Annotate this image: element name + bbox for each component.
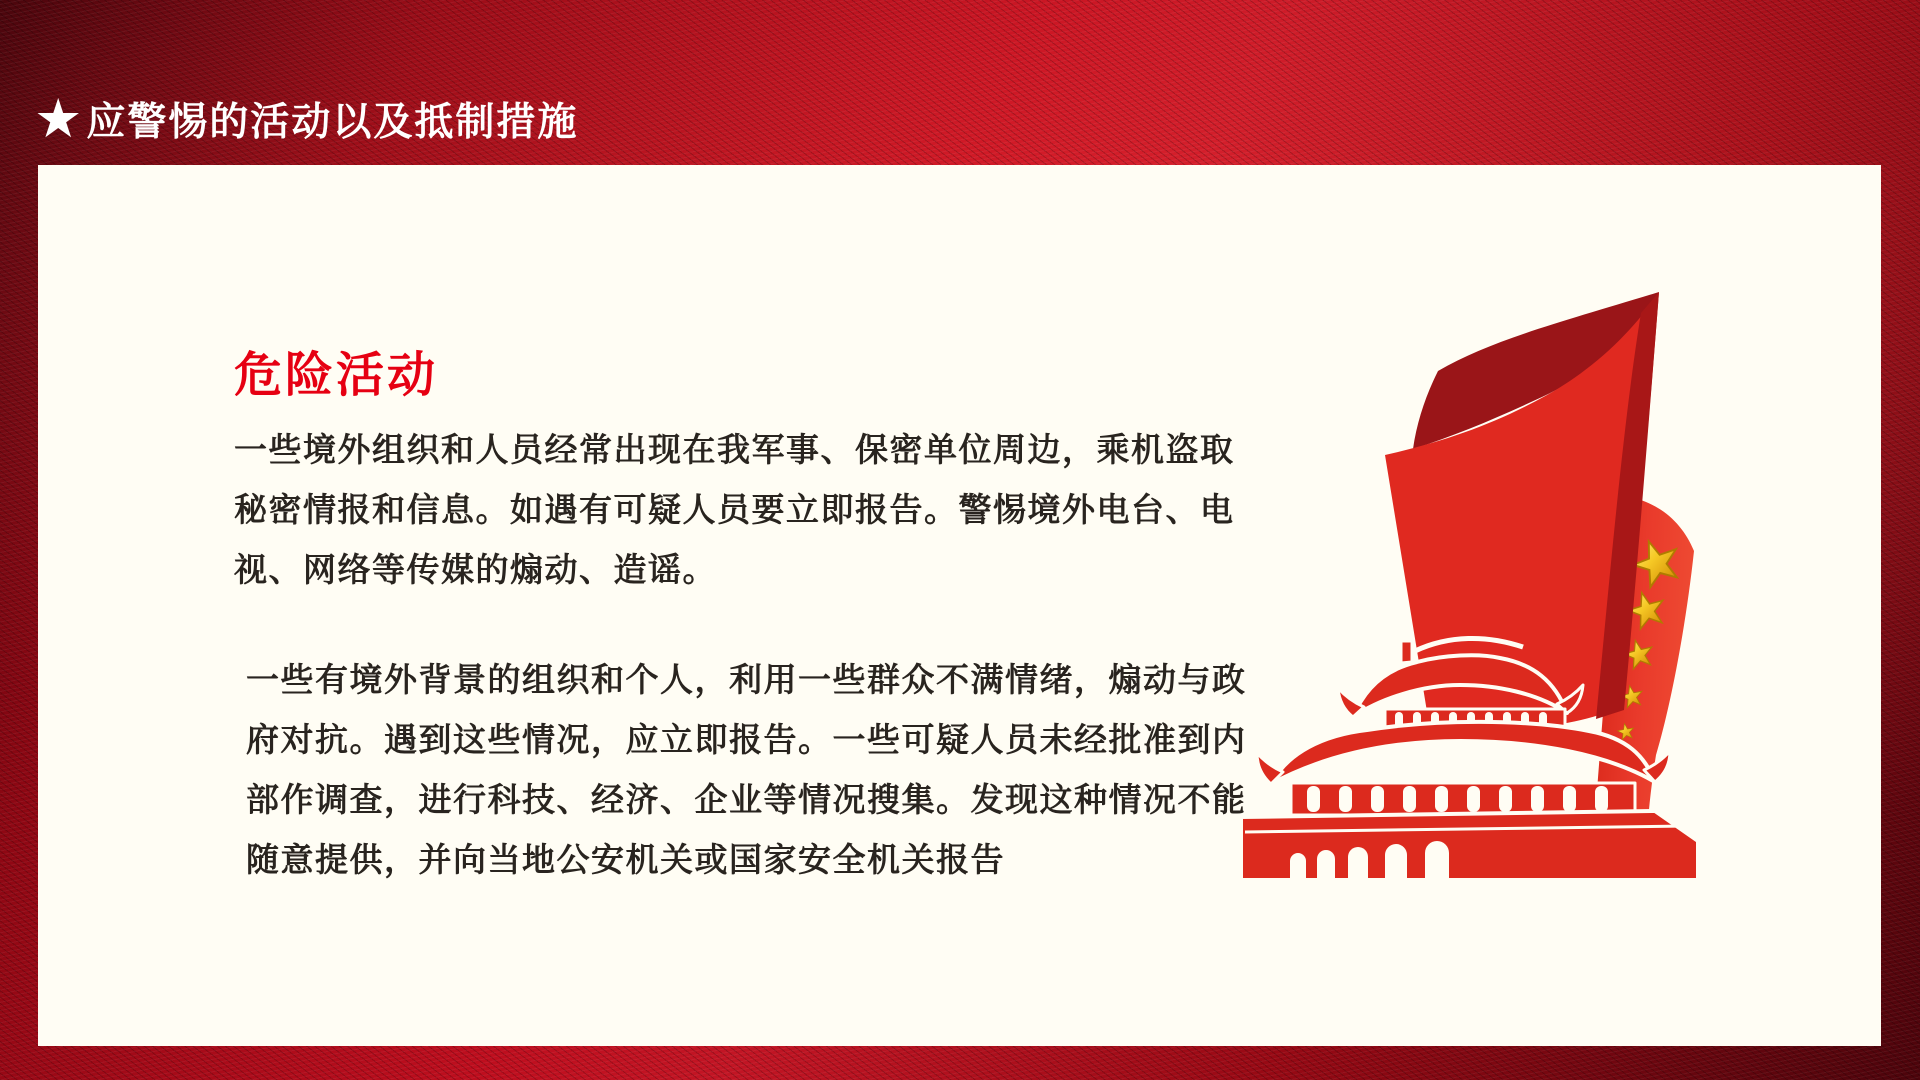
paragraph-1-line: 一些境外组织和人员经常出现在我军事、保密单位周边，乘机盗取	[234, 431, 1235, 468]
slide-title	[34, 84, 578, 154]
paragraph-2-line: 部作调查，进行科技、经济、企业等情况搜集。发现这种情况不能	[246, 781, 1247, 818]
slide-title-text: 应警惕的活动以及抵制措施	[86, 101, 579, 144]
star-icon: ★	[34, 89, 83, 149]
paragraph-1-line: 秘密情报和信息。如遇有可疑人员要立即报告。警惕境外电台、电	[234, 491, 1235, 528]
paragraph-2	[246, 650, 1256, 890]
paragraph-2-line: 随意提供，并向当地公安机关或国家安全机关报告	[246, 841, 1005, 878]
tiananmen-flag-illustration	[1235, 283, 1730, 887]
paragraph-2-line: 一些有境外背景的组织和个人，利用一些群众不满情绪，煽动与政	[246, 661, 1247, 698]
section-heading: 危险活动	[234, 349, 439, 402]
paragraph-1	[234, 420, 1244, 600]
paragraph-1-line: 视、网络等传媒的煽动、造谣。	[234, 551, 717, 588]
paragraph-2-line: 府对抗。遇到这些情况，应立即报告。一些可疑人员未经批准到内	[246, 721, 1247, 758]
